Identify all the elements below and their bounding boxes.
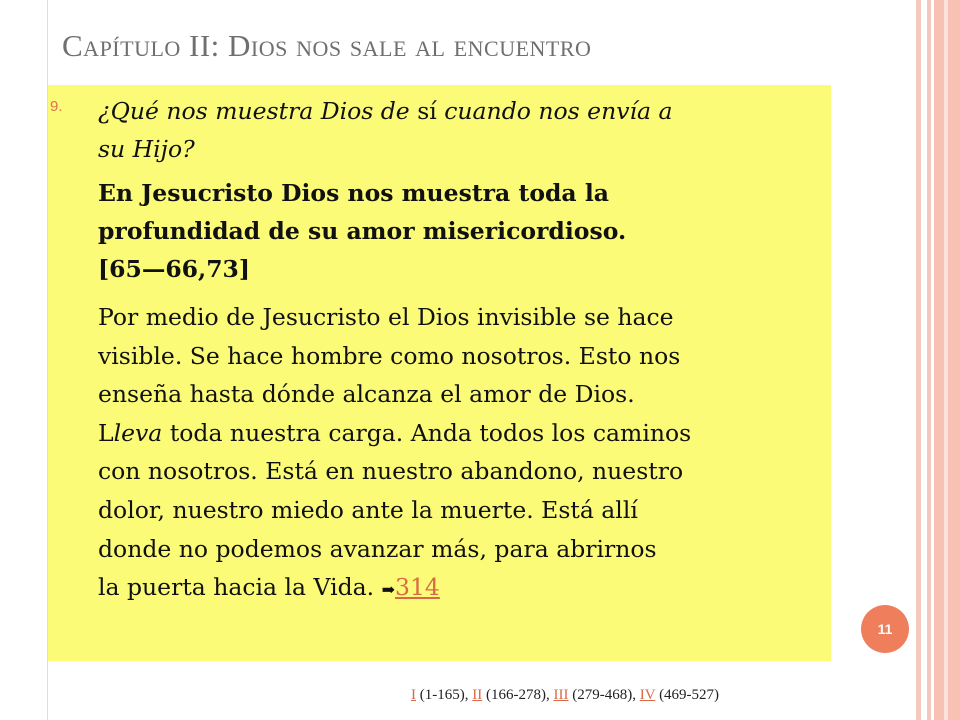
- footer-range: (166-278),: [482, 687, 554, 703]
- body-line-rest: toda nuestra carga. Anda todos los caminos: [169, 418, 692, 447]
- question-part: sí: [409, 97, 445, 125]
- answer: [98, 174, 818, 288]
- footer-range: (1-165),: [416, 687, 473, 703]
- question-part: cuando nos envía a: [444, 97, 673, 125]
- answer-line: En Jesucristo Dios nos muestra toda la: [98, 179, 609, 207]
- answer-line: profundidad de su amor misericordioso.: [98, 217, 627, 245]
- page-number-badge: 11: [861, 605, 909, 653]
- answer-line: [65—66,73]: [98, 255, 251, 283]
- footer-range: (469-527): [655, 687, 720, 703]
- body-line-text: la puerta hacia la Vida.: [98, 573, 375, 602]
- body-word: L: [98, 418, 114, 447]
- question-part: su Hijo?: [98, 135, 195, 163]
- question-part: ¿Qué nos muestra Dios de: [98, 97, 410, 125]
- question: [98, 92, 818, 168]
- footer-link-part-1[interactable]: I: [411, 687, 416, 703]
- body-paragraph: [98, 298, 828, 610]
- body-line: enseña hasta dónde alcanza el amor de Dios.: [98, 380, 635, 409]
- arrow-right-icon: ➡: [381, 580, 396, 600]
- body-line: [98, 568, 828, 610]
- body-line: con nosotros. Está en nuestro abandono, nuestro: [98, 457, 684, 486]
- body-line: Por medio de Jesucristo el Dios invisible se hace: [98, 303, 674, 331]
- body-line: donde no podemos avanzar más, para abrirnos: [98, 534, 657, 563]
- slide-title: Capítulo II: Dios nos sale al encuentro: [62, 28, 592, 63]
- body-line: dolor, nuestro miedo ante la muerte. Está allí: [98, 495, 638, 524]
- footer-range: (279-468),: [568, 687, 640, 703]
- footer-link-part-2[interactable]: II: [472, 687, 483, 703]
- footer-navigation: [411, 687, 719, 704]
- body-line: visible. Se hace hombre como nosotros. Esto nos: [98, 341, 681, 370]
- footer-link-part-3[interactable]: III: [553, 687, 569, 703]
- decorative-stripe: [944, 0, 948, 720]
- footer-link-part-4[interactable]: IV: [639, 687, 656, 703]
- cross-reference-link[interactable]: 314: [395, 573, 440, 602]
- decorative-stripe: [916, 0, 921, 720]
- body-line: [98, 414, 828, 453]
- body-word-italic: leva: [113, 418, 163, 447]
- decorative-stripe: [927, 0, 931, 720]
- item-number: 9.: [50, 98, 63, 115]
